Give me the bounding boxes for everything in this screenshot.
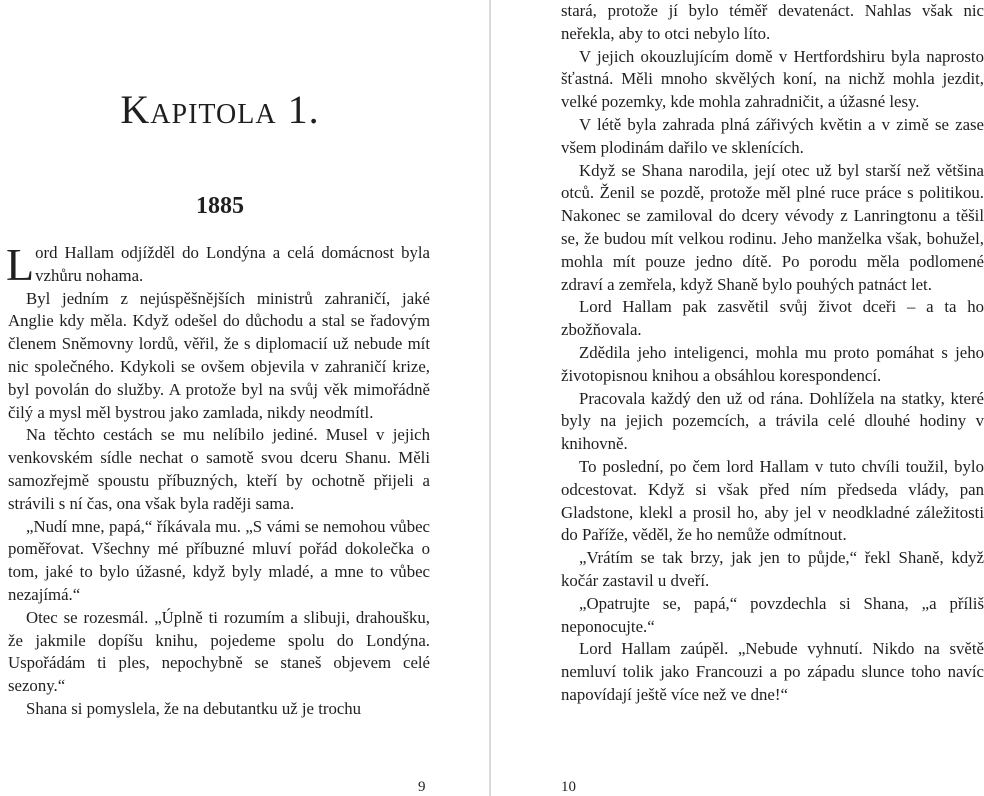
paragraph: Lord Hallam pak zasvětil svůj život dceři – a ta ho zbožňovala. [561,297,984,340]
paragraph: Shana si pomyslela, že na debutantku už je trochu [26,698,362,718]
chapter-title: Kapitola 1. [120,87,320,132]
paragraph: Otec se rozesmál. „Úplně ti rozumím a slibuji, drahoušku, že jakmile dopíšu knihu, pojedeme spolu do Londýna. Uspořádám ti ples, nepochybně se staneš objevem celé sezony.“ [8,607,430,696]
page-number-left: 9 [418,779,426,795]
continued-paragraph: stará, protože jí bylo téměř devatenáct. Nahlas však nic neřekla, aby to otci nebylo líto. [561,1,984,43]
page-number-right: 10 [561,779,576,795]
paragraph: Na těchto cestách se mu nelíbilo jediné. Musel v jejich venkovském sídle nechat o samotě svou dceru Shanu. Měli samozřejmě spoustu příbuzných, kteří by ochotně přijeli a strávili s ní čas, ona však byla raději sama. [8,425,430,513]
paragraph: Pracovala každý den už od rána. Dohlížela na statky, které byly na jejich pozemcích, a trávila celé dlouhé hodiny v knihovně. [561,388,984,454]
left-page-text [6,239,430,721]
paragraph: „Vrátím se tak brzy, jak jen to půjde,“ řekl Shaně, když kočár zastavil u dveří. [561,548,984,590]
paragraph: V létě byla zahrada plná zářivých květin a v zimě se zase všem plodinám dařilo ve sklenících. [561,114,984,157]
paragraph: V jejich okouzlujícím domě v Hertfordshiru byla naprosto šťastná. Měli mnoho skvělých koní, na nichž mohla jezdit, velké pozemky, kde mohla zahradničit, a úžasné lesy. [561,46,984,112]
paragraph: Zdědila jeho inteligenci, mohla mu proto pomáhat s jeho životopisnou knihou a obsáhlou korespondencí. [561,342,984,385]
paragraph: Když se Shana narodila, její otec už byl starší než většina otců. Ženil se pozdě, protože měl plné ruce práce s politikou. Nakonec se zamiloval do dcery vévody z Lanringtonu a těšil se, že budou mít velkou rodinu. Jeho manželka však, bohužel, mohla mít pouze jedno dítě. Po porodu měla podlomené zdraví a zemřela, když Shaně bylo pouhých patnáct let. [561,160,984,294]
opening-paragraph [6,239,430,290]
paragraph: Byl jedním z nejúspěšnějších ministrů zahraničí, jaké Anglie kdy měla. Když odešel do důchodu a stal se řadovým členem Sněmovny lordů, věřil, že s diplomacií už nebude mít nic společného. Kdykoli se ovšem objevila v zahraničí krize, byl povolán do služby. A protože byl na svůj věk mimořádně čilý a mysl měl bystrou jako zamlada, nikdy neodmítl. [8,288,430,422]
paragraph: To poslední, po čem lord Hallam v tuto chvíli toužil, bylo odcestovat. Když si však před ním předseda vlády, pan Gladstone, klekl a prosil ho, aby jel v neodkladné záležitosti do Paříže, věděl, že ho nemůže odmítnout. [561,456,984,545]
opening-paragraph-text: ord Hallam odjížděl do Londýna a celá domácnost byla vzhůru nohama. [35,243,430,285]
right-page-text [561,0,984,707]
paragraph: „Opatrujte se, papá,“ povzdechla si Shana, „a příliš neponocujte.“ [561,593,984,636]
paragraph: Lord Hallam zaúpěl. „Nebude vyhnutí. Nikdo na světě nemluví tolik jako Francouzi a po západu slunce toho navíc napovídají ještě více než ve dne!“ [561,639,984,704]
chapter-year: 1885 [196,193,244,219]
drop-cap: L [6,239,35,290]
paragraph: „Nudí mne, papá,“ říkávala mu. „S vámi se nemohou vůbec poměřovat. Všechny mé příbuzné mluví pořád dokolečka o tom, jaké to bylo úžasné, když byly mladé, a mne to vůbec nezajímá.“ [8,516,430,604]
book-gutter [489,0,491,796]
